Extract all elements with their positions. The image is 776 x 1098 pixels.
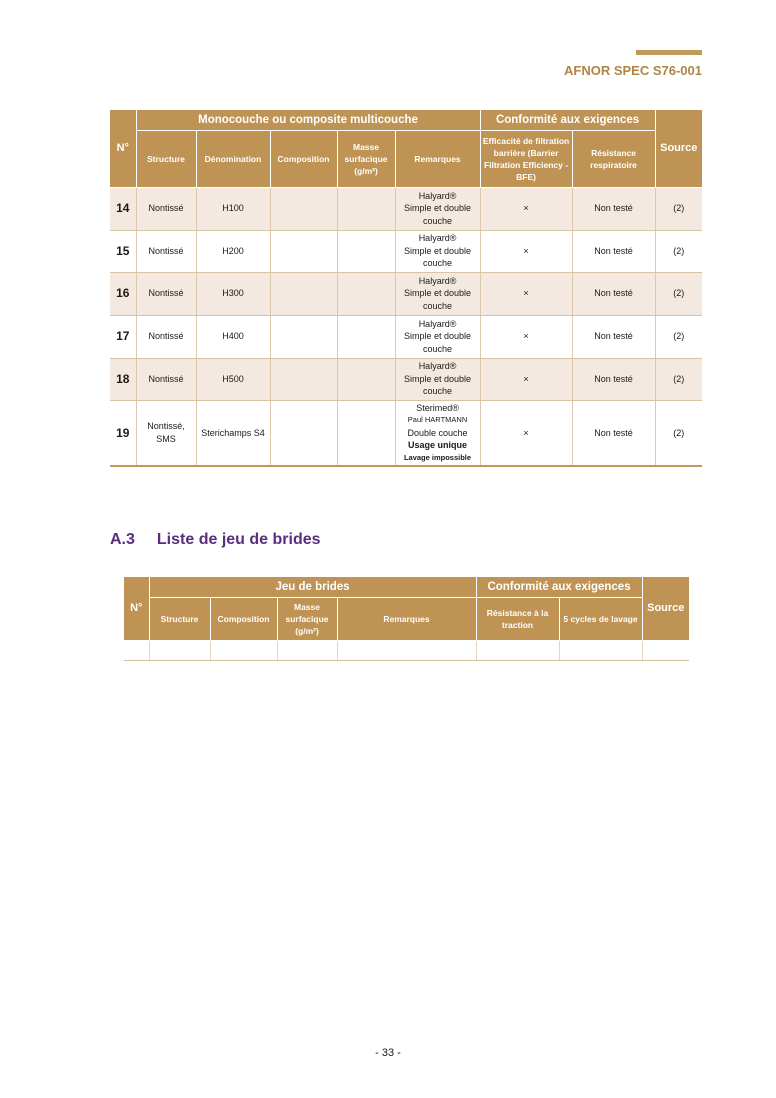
- header-structure: Structure: [149, 597, 210, 640]
- section-title: Liste de jeu de brides: [156, 531, 321, 548]
- table-row: [110, 272, 702, 315]
- row-number: 19: [110, 400, 136, 466]
- cell-composition: [270, 400, 337, 466]
- row-number: 15: [110, 230, 136, 272]
- row-number: 14: [110, 187, 136, 230]
- masks-materials-table: [110, 110, 702, 467]
- row-number: 17: [110, 315, 136, 358]
- empty-cell: [559, 640, 642, 660]
- table-row: [110, 187, 702, 230]
- remark-brand: Halyard®: [418, 233, 457, 244]
- remark-brand: Halyard®: [418, 190, 457, 201]
- cell-bfe: ×: [480, 272, 572, 315]
- table-row: [110, 230, 702, 272]
- cell-source: (2): [655, 230, 702, 272]
- header-lavage: 5 cycles de lavage: [559, 597, 642, 640]
- cell-composition: [270, 272, 337, 315]
- cell-denomination: H500: [196, 358, 270, 400]
- cell-remarques: [395, 272, 480, 315]
- header-resistance: Résistance respiratoire: [572, 130, 655, 187]
- cell-composition: [270, 187, 337, 230]
- cell-denomination: H300: [196, 272, 270, 315]
- cell-bfe: ×: [480, 400, 572, 466]
- cell-resistance: Non testé: [572, 187, 655, 230]
- remark-detail: Double couche: [407, 427, 468, 438]
- cell-bfe: ×: [480, 315, 572, 358]
- cell-resistance: Non testé: [572, 315, 655, 358]
- cell-structure: Nontissé: [136, 230, 196, 272]
- header-structure: Structure: [136, 130, 196, 187]
- cell-composition: [270, 315, 337, 358]
- remark-detail: Simple et double couche: [403, 373, 472, 397]
- empty-cell: [476, 640, 559, 660]
- cell-masse: [337, 272, 395, 315]
- remark-brand: Halyard®: [418, 318, 457, 329]
- table-row: [110, 400, 702, 466]
- header-group-conformity: Conformité aux exigences: [476, 577, 642, 597]
- header-composition: Composition: [270, 130, 337, 187]
- cell-denomination: H400: [196, 315, 270, 358]
- cell-bfe: ×: [480, 230, 572, 272]
- cell-resistance: Non testé: [572, 358, 655, 400]
- remark-detail: Simple et double couche: [403, 331, 472, 354]
- cell-resistance: Non testé: [572, 230, 655, 272]
- header-no: N°: [124, 577, 149, 640]
- empty-cell: [149, 640, 210, 660]
- section-number: A.3: [110, 531, 135, 548]
- cell-denomination: H200: [196, 230, 270, 272]
- remark-manufacturer: Paul HARTMANN: [407, 415, 468, 424]
- remark-detail: Simple et double couche: [403, 245, 472, 269]
- cell-masse: [337, 358, 395, 400]
- cell-remarques: [395, 187, 480, 230]
- row-number: 16: [110, 272, 136, 315]
- cell-resistance: Non testé: [572, 272, 655, 315]
- cell-bfe: ×: [480, 358, 572, 400]
- section-heading: [110, 531, 321, 549]
- cell-structure: Nontissé, SMS: [136, 400, 196, 466]
- empty-cell: [124, 640, 149, 660]
- header-remarques: Remarques: [395, 130, 480, 187]
- row-number: 18: [110, 358, 136, 400]
- remark-brand: Sterimed®: [416, 402, 459, 413]
- cell-bfe: ×: [480, 187, 572, 230]
- empty-cell: [210, 640, 277, 660]
- header-accent-bar: [636, 50, 702, 55]
- header-group-straps: Jeu de brides: [149, 577, 476, 597]
- document-title: AFNOR SPEC S76-001: [564, 63, 702, 78]
- page-number: - 33 -: [375, 1047, 401, 1059]
- table-row: [110, 315, 702, 358]
- header-remarques: Remarques: [337, 597, 476, 640]
- cell-resistance: Non testé: [572, 400, 655, 466]
- straps-table: [124, 577, 689, 661]
- empty-cell: [337, 640, 476, 660]
- cell-composition: [270, 358, 337, 400]
- cell-denomination: H100: [196, 187, 270, 230]
- cell-remarques: [395, 358, 480, 400]
- header-no: N°: [110, 110, 136, 187]
- empty-cell: [642, 640, 689, 660]
- remark-detail: Simple et double couche: [403, 203, 472, 226]
- table-row: [110, 358, 702, 400]
- cell-remarques: [395, 400, 480, 466]
- header-masse: Masse surfacique (g/m²): [277, 597, 337, 640]
- cell-source: (2): [655, 400, 702, 466]
- header-group-conformity: Conformité aux exigences: [480, 110, 655, 130]
- header-masse: Masse surfacique (g/m²): [337, 130, 395, 187]
- header-source: Source: [655, 110, 702, 187]
- cell-masse: [337, 230, 395, 272]
- remark-brand: Halyard®: [418, 275, 457, 286]
- cell-denomination: Sterichamps S4: [196, 400, 270, 466]
- table-row-empty: [124, 640, 689, 660]
- header-traction: Résistance à la traction: [476, 597, 559, 640]
- cell-masse: [337, 400, 395, 466]
- header-group-materials: Monocouche ou composite multicouche: [136, 110, 480, 130]
- empty-cell: [277, 640, 337, 660]
- remark-usage: Usage unique: [408, 440, 468, 450]
- cell-structure: Nontissé: [136, 358, 196, 400]
- header-composition: Composition: [210, 597, 277, 640]
- cell-source: (2): [655, 315, 702, 358]
- remark-brand: Halyard®: [418, 361, 457, 372]
- cell-structure: Nontissé: [136, 187, 196, 230]
- remark-detail: Simple et double couche: [403, 288, 472, 311]
- header-bfe: Efficacité de filtration barrière (Barrier Filtration Efficiency - BFE): [480, 130, 572, 187]
- cell-structure: Nontissé: [136, 272, 196, 315]
- cell-masse: [337, 187, 395, 230]
- cell-source: (2): [655, 358, 702, 400]
- cell-composition: [270, 230, 337, 272]
- cell-remarques: [395, 230, 480, 272]
- header-source: Source: [642, 577, 689, 640]
- cell-masse: [337, 315, 395, 358]
- remark-washing: Lavage impossible: [403, 452, 472, 462]
- cell-structure: Nontissé: [136, 315, 196, 358]
- cell-remarques: [395, 315, 480, 358]
- header-denomination: Dénomination: [196, 130, 270, 187]
- cell-source: (2): [655, 187, 702, 230]
- cell-source: (2): [655, 272, 702, 315]
